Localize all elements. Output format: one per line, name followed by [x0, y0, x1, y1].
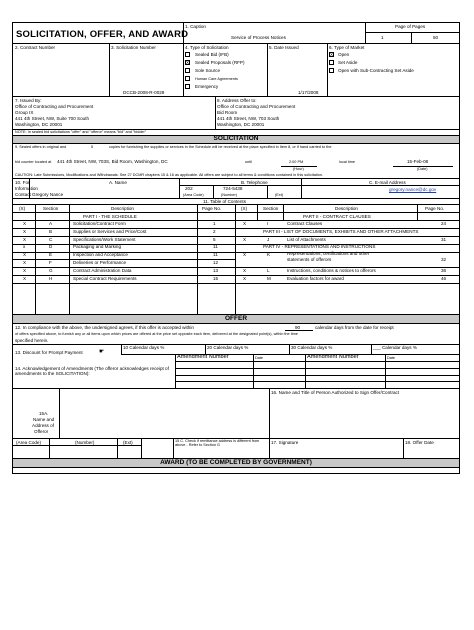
- toc-row-mark: x: [23, 244, 26, 250]
- toc-row-description: Packaging and Marking: [73, 244, 122, 250]
- discount-label: 13. Discount for Prompt Payment: [15, 350, 83, 355]
- toc-row-section: A: [49, 221, 53, 226]
- toc-row-page: 46: [441, 275, 447, 281]
- toc-row-description: Solicitation/Contract Form: [73, 221, 126, 226]
- authorized-person-label: 16. Name and Title of Person Authorized to Sign Offer/Contract: [271, 390, 400, 395]
- form-title: SOLICITATION, OFFER, AND AWARD: [16, 29, 189, 40]
- toc-row-section: K: [267, 252, 271, 258]
- toc-title: 11. Table of Contents: [203, 199, 246, 204]
- toc-row-mark: X: [23, 260, 27, 265]
- market-mark-open: X: [330, 52, 334, 57]
- type-mark-rfp: X: [186, 60, 190, 65]
- toc-row-description: Special Contract Requirements: [73, 275, 137, 281]
- toc-row-mark: X: [243, 275, 247, 281]
- toc-row-page: 24: [441, 221, 447, 226]
- amendments-label: 14. Acknowledgement of Amendments (The offeror acknowledges receipt of amendments to the SOLICITATION):: [15, 366, 169, 376]
- caption-label: 1. Caption: [185, 24, 206, 29]
- toc-row-mark: X: [23, 252, 27, 258]
- total-pages: 50: [433, 35, 439, 40]
- discount-20-days[interactable]: 20 Calendar days %: [207, 345, 249, 350]
- toc-row-page: 11: [213, 252, 218, 258]
- caution-text: CAUTION: Late Submissions, Modifications and Withdrawals: See 27 DCMR chapters 15 & 16 as applicable. All offers are subject to all terms & conditions contained in this solicitation.: [15, 173, 324, 177]
- contact-email-link[interactable]: gregory.nance@dc.gov: [389, 187, 437, 192]
- toc-row-section: M: [267, 275, 271, 281]
- toc-row-section: I: [267, 221, 269, 226]
- toc-row-mark: X: [23, 221, 27, 226]
- address-offer-label: 8. Address Offer to:: [217, 98, 257, 103]
- toc-row-mark: X: [23, 228, 27, 234]
- date-issued: 1/17/2008: [298, 90, 319, 95]
- offer-date-label: 18. Offer Date: [405, 440, 434, 445]
- type-option-sealed-proposals[interactable]: Sealed Proposals (RFP): [195, 60, 245, 65]
- toc-row-mark: X: [23, 275, 27, 281]
- toc-row-page: 2: [213, 228, 216, 234]
- toc-row-page: 1: [213, 221, 216, 226]
- date-issued-label: 5. Date Issued: [269, 45, 299, 50]
- offer-band: OFFER: [13, 315, 459, 323]
- toc-row-page: 31: [441, 236, 447, 242]
- toc-part-4: PART IV - REPRESENTATIONS AND INSTRUCTIONS: [263, 244, 376, 250]
- toc-row-description: Specifications/Work Statement: [73, 236, 136, 242]
- award-band: AWARD (TO BE COMPLETED BY GOVERNMENT): [13, 459, 459, 467]
- remittance-check-label[interactable]: 15 C. Check if remittance address is different from above - Refer to Section G: [175, 439, 260, 448]
- toc-row-page: 32: [441, 257, 447, 263]
- toc-row-page: 15: [213, 275, 219, 281]
- market-option-open[interactable]: Open: [338, 52, 350, 57]
- toc-row-description: Evaluation factors for award: [287, 275, 344, 281]
- toc-row-description: Inspection and Acceptance: [73, 252, 128, 258]
- bid-location: 441 4th Street, NW, 703S, Bid Room, Washington, DC: [57, 159, 168, 164]
- contact-area: 202: [185, 186, 193, 191]
- copies-count: 5: [91, 145, 94, 149]
- toc-row-section: F: [49, 260, 52, 265]
- contact-name: Gregory Nance: [32, 192, 64, 197]
- toc-row-description: Instructions, conditions & notices to offerors: [287, 267, 376, 273]
- toc-row-section: L: [267, 267, 270, 273]
- solicitation-number-label: 3. Solicitation Number: [111, 45, 156, 50]
- page-of-pages-label: Page of Pages: [395, 24, 426, 29]
- signature-label: 17. Signature: [271, 440, 299, 445]
- toc-row-description: List of Attachments: [287, 236, 326, 242]
- toc-row-divider: [13, 283, 235, 284]
- contact-number: 724-5438: [223, 186, 243, 191]
- discount-30-days[interactable]: 30 Calendar days %: [291, 345, 333, 350]
- toc-row-mark: X: [243, 236, 247, 242]
- acceptance-days: 90: [295, 325, 301, 330]
- toc-row-section: C: [49, 236, 53, 242]
- deadline-date: 15-Feb-08: [407, 159, 429, 164]
- toc-row-page: 12: [213, 260, 219, 265]
- solicitation-type-label: 4. Type of Solicitation: [185, 45, 229, 50]
- toc-row-page: 11: [213, 244, 218, 250]
- toc-row-divider: [13, 244, 235, 245]
- toc-part-1: PART I - THE SCHEDULE: [83, 214, 137, 219]
- toc-row-mark: X: [243, 267, 247, 273]
- toc-row-mark: X: [23, 236, 27, 242]
- type-option-human-care[interactable]: Human Care Agreements: [195, 77, 238, 81]
- pointing-hand-icon: ☛: [99, 349, 105, 355]
- toc-row-section: D: [49, 244, 53, 250]
- toc-row-divider: [235, 283, 459, 284]
- toc-row-page: 36: [441, 267, 447, 273]
- toc-row-description: Representations, certifications and other: [287, 251, 370, 257]
- toc-row-description: statements of offerors: [287, 257, 332, 263]
- solicitation-form: SOLICITATION, OFFER, AND AWARD 1. Caption Service of Process Notices Page of Pages 1 50 2. Contract Number 3. Solicitation Number DCCB-2008-R-0029 4. Type of Solicitation Sealed Bid (IFB) X Sealed Proposals (RFP) Sole Source Human Care Agreements Emergency 5. Date Issued 1/17/2008 6. Type of Market X Open Set Aside Open with Sub-Contracting Set Aside 7. Issued By: Office of Contracting and Procurement Group IX 441 4th Street, NW, Suite 700 South Washington, DC 20001 8. Address Offer to: Office of Contracting and Procurement Bid Room 441 4th Street, NW, 703 South Washington, DC 20001 NOTE: In sealed bid solicitations "offer" and "offeror" means "bid" and "bidder" SOLICITATION 9. Sealed offers in original and 5 copies for furnishing the supplies or services in the Schedule will be received at the place specified in Item 8, or if hand carried to the bid counter located at 441 4th Street, NW, 703S, Bid Room, Washington, DC until 2:00 PM local time 15-Feb-08 (Hour) (Date) CAUTION: Late Submissions, Modifications and Withdrawals: See 27 DCMR chapters 15 & 16 as applicable. All offers are subject to all terms & conditions contained in this solicitation. 10. For Information Contact A. Name Gregory Nance B. Telephone 202 724-5438 (Area Code) (Number) (Ext) C. E-mail Address gregory.nance@dc.gov 11. Table of Contents (X) Section Description Page No. (X) Section Description Page No. PART I - THE SCHEDULE PART II - CONTRACT CLAUSES OFFER 12. In compliance with the above, the undersigned agrees, if this offer is accepted within 90 calendar days from the date for receipt of offers specified above, to furnish any or all items upon which prices are offered at the price set opposite each item, delivered at the designated point(s), within the time specified herein. 13. Discount for Prompt Payment ☛ 10 Calendar days % 20 Calendar days % 30 Calendar days % ___ Calendar days % 14. Acknowledgement of Amendments (The offeror acknowledges receipt of amendments to the SOLICITATION): Amendment Number Date Amendment Number Date 15A. Name and Address of Offeror 16. Name and Title of Person Authorized to Sign Offer/Contract (Area Code) (Number) (Ext) 15 C. Check if remittance address is different from above - Refer to Section G 17. Signature 18. Offer Date AWARD (TO BE COMPLETED BY GOVERNMENT) X A Solicitation/Contract Form 1 X B Supplies or Services and Price/Cost 2 X C Specifications/Work Statement 5 x D Packaging and Marking 11 X E Inspection and Acceptance 11 X F Deliveries or Performance 12 X G Contract Administration Data 13 X H Special Contract Requirements 15 X I Contract Clauses 24 PART III - LIST OF DOCUMENTS, EXHIBITS AND OTHER ATTACHMENTS X J List of Attachments 31 PART IV - REPRESENTATIONS AND INSTRUCTIONS X K Representations, certifications and other statements of offerors 32 X L Instructions, conditions & notices to offerors 36 X M Evaluation factors for award 46: [12, 22, 460, 474]
- toc-part-2: PART II - CONTRACT CLAUSES: [303, 214, 371, 219]
- toc-row-description: Deliveries or Performance: [73, 260, 127, 265]
- toc-row-section: B: [49, 228, 53, 234]
- issued-by-label: 7. Issued By:: [15, 98, 42, 103]
- toc-row-mark: X: [23, 267, 27, 273]
- sealed-bid-note: NOTE: In sealed bid solicitations "offer" and "offeror" means "bid" and "bidder": [15, 130, 147, 134]
- market-type-label: 6. Type of Market: [329, 45, 365, 50]
- type-option-sole-source[interactable]: Sole Source: [195, 68, 221, 73]
- deadline-time: 2:00 PM: [289, 160, 304, 164]
- page-number: 1: [381, 35, 384, 40]
- toc-row-description: Supplies or Services and Price/Cost: [73, 228, 147, 234]
- toc-row-description: Contract Administration Data: [73, 267, 132, 273]
- toc-row-section: G: [49, 267, 53, 273]
- market-option-set-aside[interactable]: Set Aside: [338, 60, 358, 65]
- toc-row-section: E: [49, 252, 53, 258]
- toc-part-3: PART III - LIST OF DOCUMENTS, EXHIBITS AND OTHER ATTACHMENTS: [263, 228, 419, 234]
- toc-row-page: 13: [213, 267, 219, 273]
- toc-row-mark: X: [243, 252, 247, 258]
- type-option-emergency[interactable]: Emergency: [195, 84, 219, 89]
- type-option-sealed-bid[interactable]: Sealed Bid (IFB): [195, 52, 229, 57]
- caption-value: Service of Process Notices: [231, 35, 286, 40]
- toc-row-mark: X: [243, 221, 247, 226]
- solicitation-band: SOLICITATION: [13, 135, 459, 143]
- toc-row-page: 5: [213, 236, 216, 242]
- contract-number-label: 2. Contract Number: [15, 45, 56, 50]
- toc-row-section: H: [49, 275, 53, 281]
- toc-row-description: Contract Clauses: [287, 221, 323, 226]
- discount-10-days[interactable]: 10 Calendar days %: [123, 345, 165, 350]
- discount-other-days[interactable]: ___ Calendar days %: [373, 345, 417, 350]
- market-option-subcontracting[interactable]: Open with Sub-Contracting Set Aside: [338, 68, 414, 73]
- solicitation-number: DCCB-2008-R-0029: [123, 90, 165, 95]
- toc-row-section: J: [267, 236, 270, 242]
